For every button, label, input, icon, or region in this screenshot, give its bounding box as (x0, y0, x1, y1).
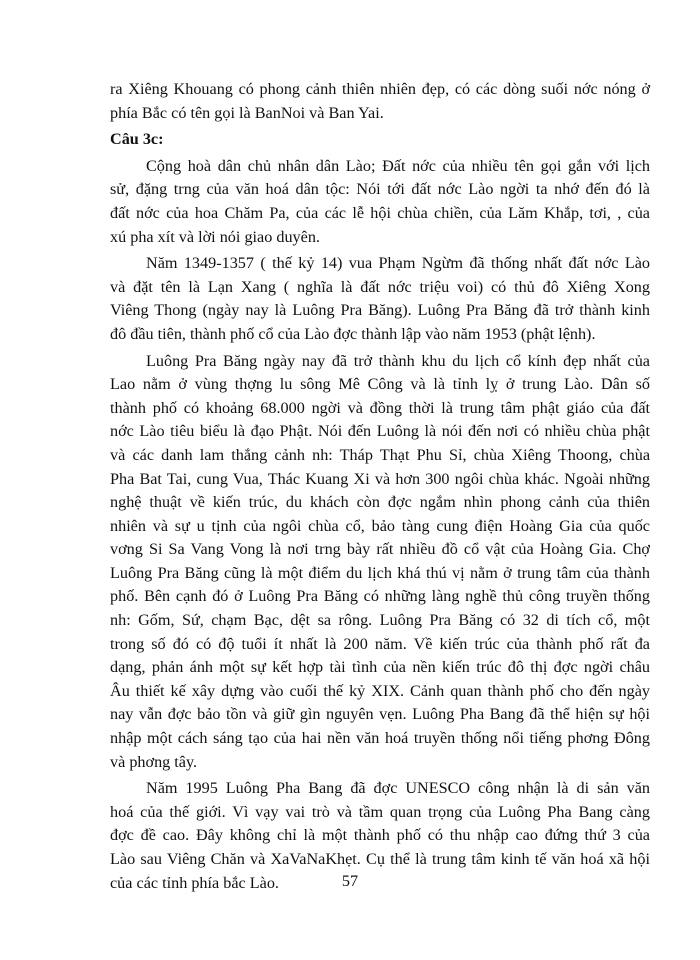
section-heading (110, 128, 650, 152)
paragraph (110, 155, 650, 249)
text-line: hoá của thế giới. Vì vạy vai trò và tầm quan trọng của Luông Pha Bang càng (110, 802, 650, 821)
text-line: và phơng tây. (110, 752, 198, 771)
text-line: trong số đó có độ tuổi ít nhất là 200 năm. Về kiến trúc của thành phố rất đa (110, 634, 650, 653)
text-line: nhiên và sự u tịnh của ngôi chùa cổ, bảo tàng cung điện Hoàng Gia của quốc (110, 516, 650, 535)
text-line: ra Xiêng Khouang có phong cảnh thiên nhiên đẹp, có các dòng suối nớc nóng ở (110, 80, 650, 98)
text-line: nhập một cách sáng tạo của hai nền văn hoá truyền thống nổi tiếng phơng Đông (110, 729, 650, 748)
text-line: nh: Gốm, Sứ, chạm Bạc, dệt sa rông. Luông Pra Băng có 32 di tích cổ, một (110, 611, 650, 630)
text-line: Viêng Thong (ngày nay là Luông Pra Băng). Luông Pra Băng đã trở thành kinh (110, 301, 650, 320)
text-line: Luông Pra Băng cũng là một điểm du lịch khá thú vị nằm ở trung tâm của thành (110, 563, 650, 582)
text-line: Pha Bat Tai, cung Vua, Thác Kuang Xi và hơn 300 ngôi chùa khác. Ngoài những (110, 469, 650, 488)
text-line: nay vẫn đợc bảo tồn và giữ gìn nguyên vẹn. Luông Pha Bang đã thể hiện sự hội (110, 705, 650, 724)
text-line: Âu thiết kế xây dựng vào cuối thế kỷ XIX. Cảnh quan thành phố cho đến ngày (110, 681, 650, 700)
text-line: và các danh lam thắng cảnh nh: Tháp Thạt Phu Sỉ, chùa Xiêng Thoong, chùa (110, 445, 650, 464)
text-line: dạng, phản ánh một sự kết hợp tài tình của nền kiến trúc đô thị đợc ngời châu (110, 658, 650, 677)
text-line: thành phố có khoảng 68.000 ngời và đồng thời là trung tâm phật giáo của đất (110, 398, 650, 417)
text-line: phía Bắc có tên gọi là BanNoi và Ban Yai. (110, 103, 384, 122)
text-line: Lao nằm ở vùng thợng lu sông Mê Công và là tỉnh lỵ ở trung Lào. Dân số (110, 375, 650, 394)
text-line: nớc Lào tiêu biểu là đạo Phật. Nói đến Luông là nói đến nơi có nhiều chùa phật (110, 422, 650, 441)
text-line: sử, đặng trng của văn hoá dân tộc: Nói tới đất nớc Lào ngời ta nhớ đến đó là (110, 180, 650, 199)
paragraph (110, 252, 650, 346)
text-line: Lào sau Viêng Chăn và XaVaNaKhẹt. Cụ thể là trung tâm kinh tế văn hoá xã hội (110, 850, 650, 868)
document-body (110, 78, 650, 895)
text-line: đất nớc của hoa Chăm Pa, của các lễ hội chùa chiền, của Lăm Khắp, tơi, , của (110, 203, 650, 222)
text-line: đợc đề cao. Đây không chỉ là một thành phố có thu nhập cao đứng thứ 3 của (110, 826, 650, 845)
text-line: đô đầu tiên, thành phố cổ của Lào đợc thành lập vào năm 1953 (phật lệnh). (110, 324, 596, 343)
text-line: của các tỉnh phía bắc Lào. (110, 873, 279, 892)
text-line: Luông Pra Băng ngày nay đã trở thành khu du lịch cổ kính đẹp nhất của (146, 351, 650, 370)
text-line: Câu 3c: (110, 130, 164, 149)
page-number: 57 (341, 872, 359, 890)
text-line: Cộng hoà dân chủ nhân dân Lào; Đất nớc của nhiều tên gọi gắn với lịch (146, 156, 650, 175)
text-line: nghệ thuật về kiến trúc, du khách còn đợc ngắm nhìn phong cảnh của thiên (110, 493, 650, 512)
paragraph (110, 350, 650, 775)
text-line: vơng Si Sa Vang Vong là nơi trng bày rất nhiều đồ cổ vật của Hoàng Gia. Chợ (110, 540, 650, 559)
text-line: và đặt tên là Lạn Xang ( nghĩa là đất nớc triệu voi) có thủ đô Xiêng Xong (110, 277, 650, 296)
text-line: Năm 1349-1357 ( thế kỷ 14) vua Phạm Ngừm đã thống nhất đất nớc Lào (146, 254, 650, 273)
text-line: xú pha xít và lời nói giao duyên. (110, 227, 320, 246)
paragraph (110, 78, 650, 125)
text-line: phố. Bên cạnh đó ở Luông Pra Băng có những làng nghề thủ công truyền thống (110, 587, 650, 606)
text-line: Năm 1995 Luông Pha Bang đã đợc UNESCO công nhận là di sản văn (146, 779, 650, 798)
